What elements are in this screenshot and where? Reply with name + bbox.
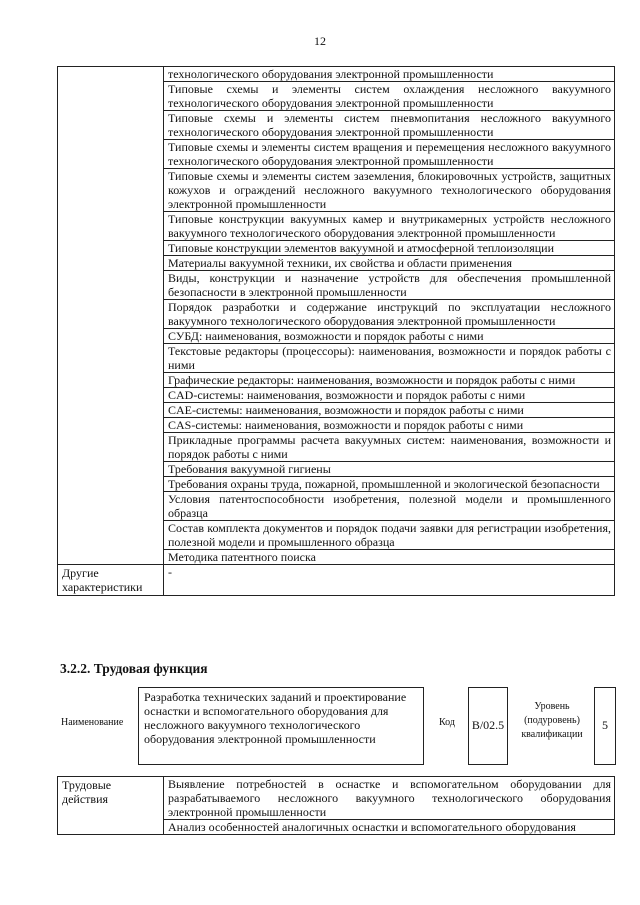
knowledge-label-cell: [58, 67, 164, 565]
name-label: Наименование: [61, 717, 124, 728]
table-row: [58, 565, 615, 596]
labor-actions-label: Трудовые действия: [58, 777, 164, 835]
knowledge-item: Прикладные программы расчета вакуумных систем: наименования, возможности и порядок работы с ними: [164, 433, 615, 462]
knowledge-item: СУБД: наименования, возможности и порядок работы с ними: [164, 329, 615, 344]
labor-action-item: Анализ особенностей аналогичных оснастки и вспомогательного оборудования: [164, 820, 615, 835]
table-row: [58, 777, 615, 820]
knowledge-item: Требования вакуумной гигиены: [164, 462, 615, 477]
knowledge-item: Графические редакторы: наименования, возможности и порядок работы с ними: [164, 373, 615, 388]
knowledge-item: Виды, конструкции и назначение устройств для обеспечения промышленной безопасности в электронной промышленности: [164, 271, 615, 300]
knowledge-item: Условия патентоспособности изобретения, полезной модели и промышленного образца: [164, 492, 615, 521]
knowledge-item: CAS-системы: наименования, возможности и порядок работы с ними: [164, 418, 615, 433]
knowledge-item: Типовые схемы и элементы систем охлаждения несложного вакуумного технологического оборудования электронной промышленности: [164, 82, 615, 111]
knowledge-item: технологического оборудования электронной промышленности: [164, 67, 615, 82]
knowledge-item: Типовые схемы и элементы систем заземления, блокировочных устройств, защитных кожухов и ограждений несложного вакуумного технологического оборудования электронной промышленности: [164, 169, 615, 212]
knowledge-item: Методика патентного поиска: [164, 550, 615, 565]
knowledge-item: Порядок разработки и содержание инструкций по эксплуатации несложного вакуумного технологического оборудования электронной промышленности: [164, 300, 615, 329]
other-characteristics-label: Другие характеристики: [58, 565, 164, 596]
knowledge-item: Типовые конструкции элементов вакуумной и атмосферной теплоизоляции: [164, 241, 615, 256]
knowledge-item: Типовые конструкции вакуумных камер и внутрикамерных устройств несложного вакуумного технологического оборудования электронной промышленности: [164, 212, 615, 241]
knowledge-item: Текстовые редакторы (процессоры): наименования, возможности и порядок работы с ними: [164, 344, 615, 373]
knowledge-item: Требования охраны труда, пожарной, промышленной и экологической безопасности: [164, 477, 615, 492]
table-row: [58, 67, 615, 82]
section-heading: 3.2.2. Трудовая функция: [60, 661, 208, 676]
knowledge-item: Типовые схемы и элементы систем вращения и перемещения несложного вакуумного технологического оборудования электронной промышленности: [164, 140, 615, 169]
function-name: Разработка технических заданий и проектирование оснастки и вспомогательного оборудования для несложного вакуумного технологического оборудования электронной промышленности: [138, 687, 424, 765]
other-characteristics-value: -: [164, 565, 615, 596]
qualification-level: 5: [594, 687, 616, 765]
function-code: B/02.5: [468, 687, 508, 765]
level-label: Уровень (подуровень) квалификации: [521, 701, 583, 740]
knowledge-item: Типовые схемы и элементы систем пневмопитания несложного вакуумного технологического оборудования электронной промышленности: [164, 111, 615, 140]
code-label: Код: [439, 717, 455, 728]
labor-function-block: [57, 686, 617, 768]
knowledge-item: Состав комплекта документов и порядок подачи заявки для регистрации изобретения, полезной модели и промышленного образца: [164, 521, 615, 550]
knowledge-item: CAE-системы: наименования, возможности и порядок работы с ними: [164, 403, 615, 418]
knowledge-item: CAD-системы: наименования, возможности и порядок работы с ними: [164, 388, 615, 403]
labor-actions-table: [57, 776, 615, 835]
labor-action-item: Выявление потребностей в оснастке и вспомогательном оборудовании для разрабатываемого несложного вакуумного технологического оборудования электронной промышленности: [164, 777, 615, 820]
knowledge-table: [57, 66, 615, 596]
page-number: 12: [314, 34, 326, 48]
knowledge-item: Материалы вакуумной техники, их свойства и области применения: [164, 256, 615, 271]
